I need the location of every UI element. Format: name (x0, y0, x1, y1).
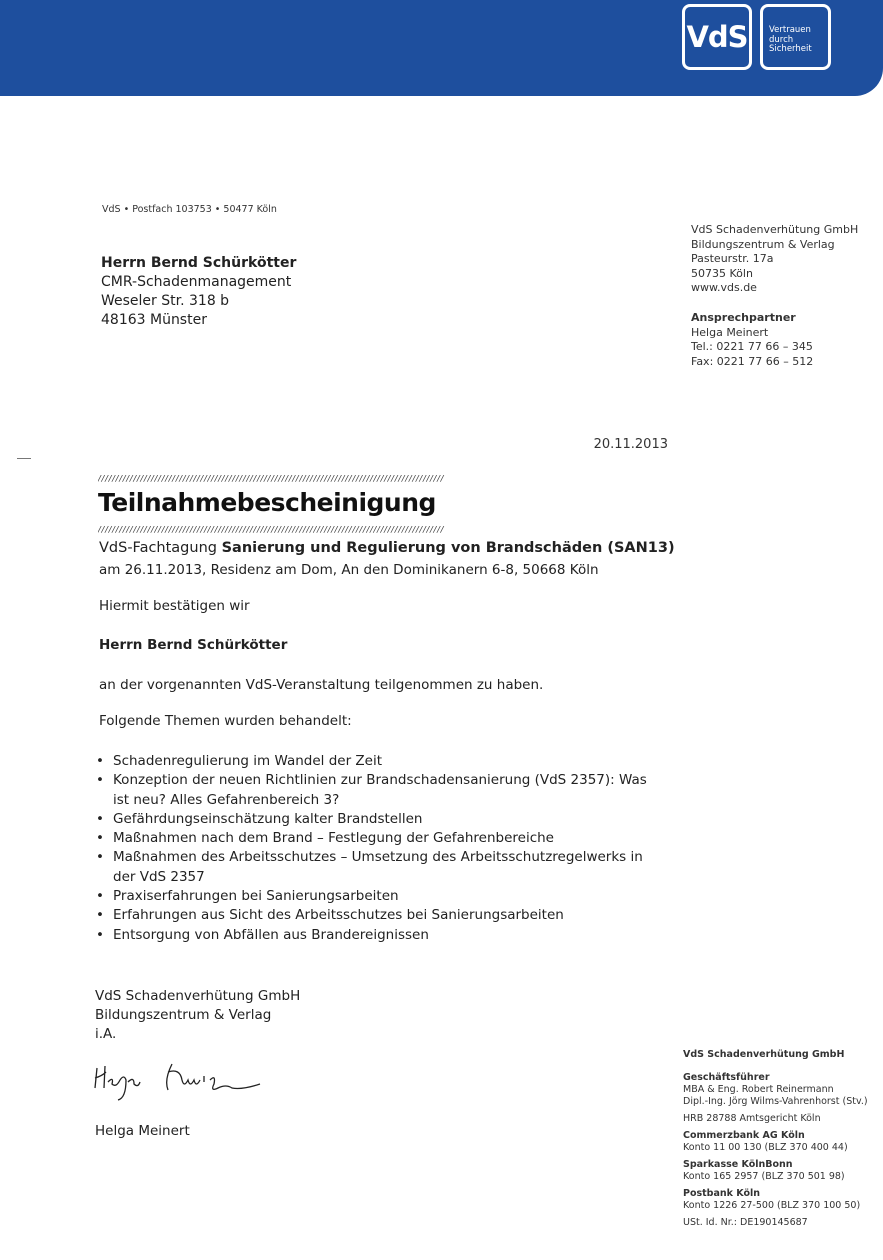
footer-bank (683, 1159, 868, 1183)
hatch-divider-bottom: ////////////////////////////////////////////////////////////////////////////////////////////////// (98, 526, 445, 535)
contact-person (691, 311, 813, 369)
topic-item: • Entsorgung von Abfällen aus Brandereignissen (96, 926, 666, 945)
attended-text: an der vorgenannten VdS-Veranstaltung teilgenommen zu haben. (99, 677, 544, 693)
slogan-line: Vertrauen (769, 25, 811, 35)
org-line: 50735 Köln (691, 266, 753, 280)
signer-name: Helga Meinert (95, 1123, 190, 1139)
management-heading: Geschäftsführer (683, 1072, 770, 1083)
contact-heading: Ansprechpartner (691, 311, 796, 324)
bank-account: Konto 1226 27-500 (BLZ 370 100 50) (683, 1200, 861, 1211)
topics-list (96, 752, 666, 945)
company-footer (683, 1049, 868, 1234)
footer-bank (683, 1188, 868, 1212)
organization-address (691, 223, 858, 296)
topic-item: • Schadenregulierung im Wandel der Zeit (96, 752, 666, 771)
recipient-name: Herrn Bernd Schürkötter (101, 255, 297, 271)
contact-fax: Fax: 0221 77 66 – 512 (691, 354, 814, 368)
event-prefix: VdS-Fachtagung (99, 540, 222, 556)
header-band (0, 0, 883, 96)
topic-item: • Praxiserfahrungen bei Sanierungsarbeiten (96, 887, 666, 906)
recipient-line: Weseler Str. 318 b (101, 293, 230, 309)
slogan-box (760, 4, 831, 70)
footer-management (683, 1072, 868, 1108)
fold-mark (17, 458, 31, 459)
org-website: www.vds.de (691, 281, 757, 294)
management-line: Dipl.-Ing. Jörg Wilms-Vahrenhorst (Stv.) (683, 1096, 868, 1107)
bank-name: Commerzbank AG Köln (683, 1130, 805, 1141)
event-venue: am 26.11.2013, Residenz am Dom, An den Dominikanern 6-8, 50668 Köln (99, 562, 599, 578)
recipient-line: 48163 Münster (101, 312, 207, 328)
closing-line: i.A. (95, 1026, 117, 1042)
hatch-divider-top: ////////////////////////////////////////////////////////////////////////////////////////////////// (98, 475, 445, 484)
bank-name: Sparkasse KölnBonn (683, 1159, 793, 1170)
document-title: Teilnahmebescheinigung (98, 488, 436, 517)
event-title (99, 540, 675, 556)
closing-line: VdS Schadenverhütung GmbH (95, 988, 301, 1004)
management-line: MBA & Eng. Robert Reinermann (683, 1084, 834, 1095)
contact-phone: Tel.: 0221 77 66 – 345 (691, 340, 813, 353)
recipient-address (101, 254, 296, 330)
slogan-line: Sicherheit (769, 44, 812, 54)
handwritten-signature (92, 1058, 272, 1104)
footer-register: HRB 28788 Amtsgericht Köln (683, 1113, 821, 1124)
footer-company: VdS Schadenverhütung GmbH (683, 1049, 845, 1060)
closing-block (95, 987, 300, 1044)
topics-intro: Folgende Themen wurden behandelt: (99, 713, 352, 729)
bank-account: Konto 11 00 130 (BLZ 370 400 44) (683, 1142, 848, 1153)
contact-name: Helga Meinert (691, 325, 769, 339)
topic-item: • Maßnahmen des Arbeitsschutzes – Umsetzung des Arbeitsschutzregelwerks in der VdS 2357 (96, 848, 666, 887)
bank-account: Konto 165 2957 (BLZ 370 501 98) (683, 1171, 845, 1182)
letter-date: 20.11.2013 (593, 437, 668, 452)
org-line: VdS Schadenverhütung GmbH (691, 223, 859, 236)
topic-item: • Gefährdungseinschätzung kalter Brandstellen (96, 810, 666, 829)
closing-line: Bildungszentrum & Verlag (95, 1007, 272, 1023)
participant-name: Herrn Bernd Schürkötter (99, 637, 288, 653)
footer-bank (683, 1130, 868, 1154)
slogan-line: durch (769, 34, 794, 45)
recipient-line: CMR-Schadenmanagement (101, 274, 292, 290)
topic-item: • Maßnahmen nach dem Brand – Festlegung der Gefahrenbereiche (96, 829, 666, 848)
footer-vat-id: USt. Id. Nr.: DE190145687 (683, 1217, 808, 1228)
topic-item: • Erfahrungen aus Sicht des Arbeitsschutzes bei Sanierungsarbeiten (96, 906, 666, 925)
org-line: Pasteurstr. 17a (691, 252, 774, 265)
org-line: Bildungszentrum & Verlag (691, 237, 835, 251)
vds-logo: VdS (682, 4, 752, 70)
sender-return-address: VdS • Postfach 103753 • 50477 Köln (102, 204, 277, 215)
event-name: Sanierung und Regulierung von Brandschäden (SAN13) (221, 540, 675, 556)
confirm-text: Hiermit bestätigen wir (99, 598, 250, 614)
bank-name: Postbank Köln (683, 1188, 761, 1199)
topic-item: • Konzeption der neuen Richtlinien zur Brandschadensanierung (VdS 2357): Was ist neu? Alles Gefahrenbereich 3? (96, 771, 666, 810)
